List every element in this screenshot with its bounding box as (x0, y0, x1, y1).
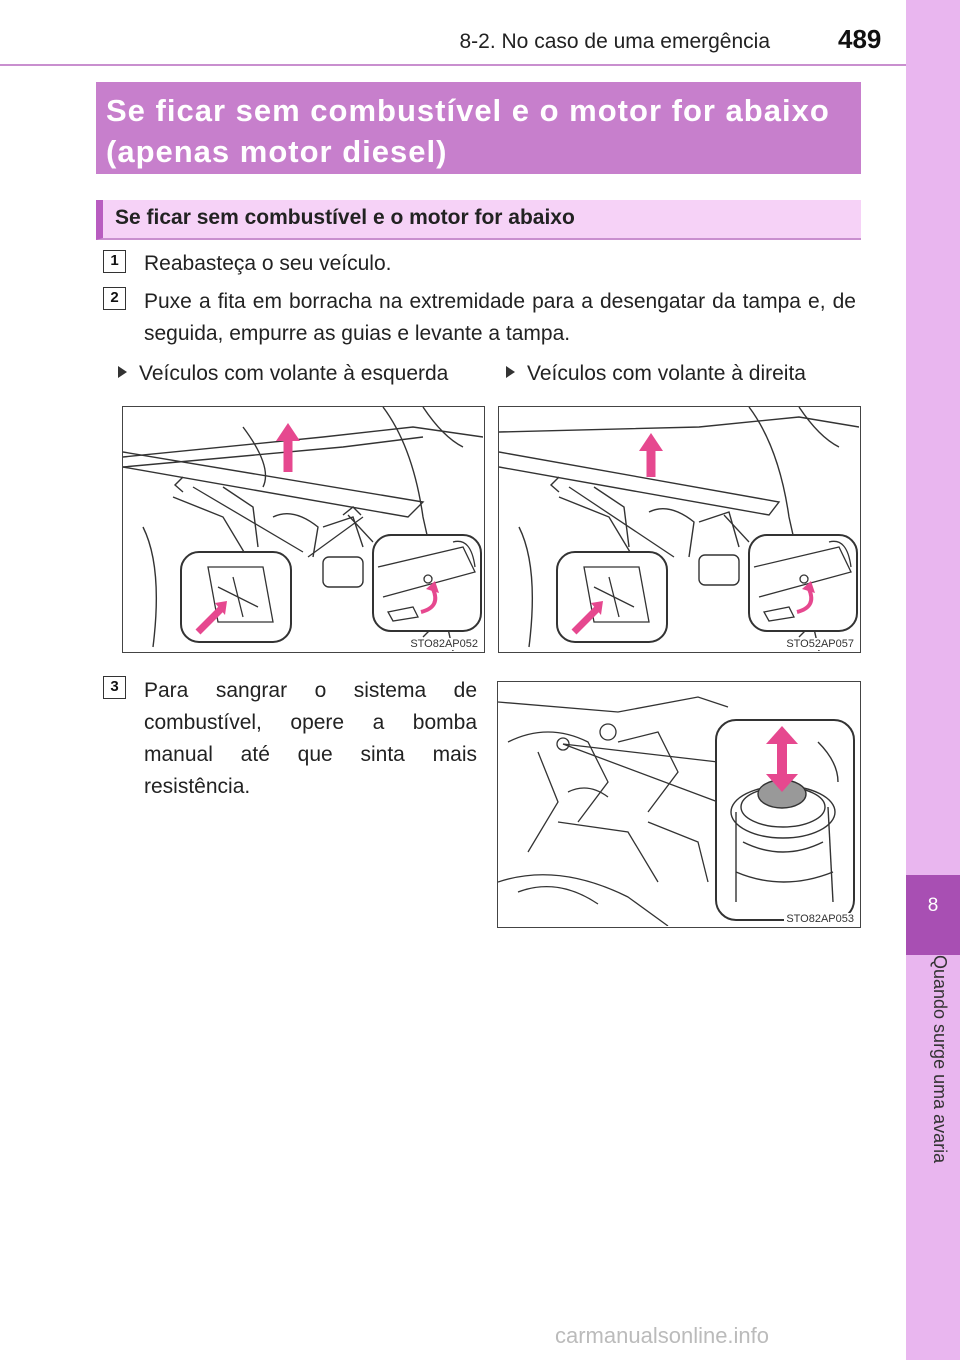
title-line-1: Se ficar sem combustível e o motor for abaixo (106, 93, 830, 128)
step-1-badge: 1 (103, 250, 126, 273)
figure-hand-pump (497, 681, 861, 928)
title-line-2: (apenas motor diesel) (106, 134, 448, 169)
bullet-left-label: Veículos com volante à esquerda (139, 362, 449, 385)
step-2-text: Puxe a fita em borracha na extremidade para a desengatar da tampa e, de seguida, empurre as guias e levante a tampa. (144, 290, 856, 345)
step-3-text: Para sangrar o sistema de combustível, opere a bomba manual até que sinta mais resistência. (144, 679, 477, 798)
figure-code-left: STO82AP052 (410, 638, 478, 650)
figure-code-right: STO52AP057 (786, 638, 854, 650)
section-heading: 8-2. No caso de uma emergência (459, 30, 770, 53)
hand-pump-illustration (498, 682, 859, 926)
step-1-text: Reabasteça o seu veículo. (144, 252, 392, 275)
page-number: 489 (838, 24, 882, 54)
bullet-right-label: Veículos com volante à direita (527, 362, 806, 385)
figure-left-hand-drive (122, 406, 485, 653)
title-banner (96, 82, 861, 174)
figure-right-hand-drive (498, 406, 861, 653)
step-2-badge: 2 (103, 287, 126, 310)
bullet-right-hand-drive (506, 362, 806, 386)
header-rule (0, 64, 906, 66)
triangle-bullet-icon (506, 366, 515, 378)
figure-code-pump: STO82AP053 (786, 913, 854, 925)
step-3-badge: 3 (103, 676, 126, 699)
subheading: Se ficar sem combustível e o motor for abaixo (115, 206, 575, 229)
chapter-title: Quando surge uma avaria (930, 955, 950, 1164)
engine-bay-illustration (499, 407, 859, 651)
chapter-number: 8 (927, 895, 939, 916)
subheading-bar (96, 200, 861, 240)
triangle-bullet-icon (118, 366, 127, 378)
bullet-left-hand-drive (118, 362, 448, 386)
engine-bay-illustration (123, 407, 483, 651)
watermark: carmanualsonline.info (555, 1323, 770, 1348)
